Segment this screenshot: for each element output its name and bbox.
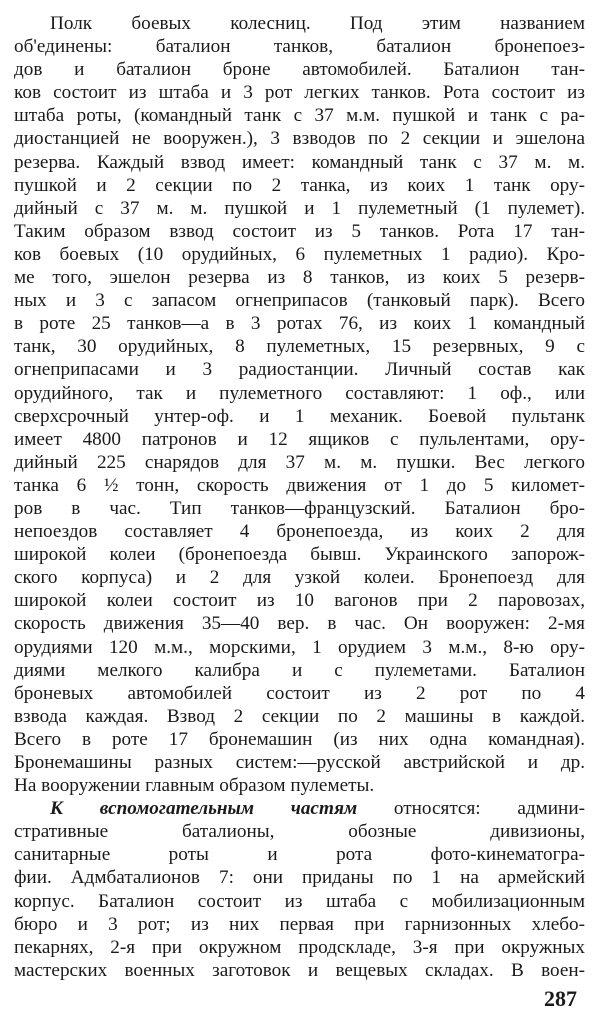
text-line: бюро и 3 рот; из них первая при гарнизонных хлебо- [14, 913, 585, 935]
text-line: танка 6 ½ тонн, скорость движения от 1 до 5 километ- [14, 474, 585, 496]
text-line: дов и баталион броне автомобилей. Баталион тан- [14, 59, 585, 81]
text-line: взвода каждая. Взвод 2 секции по 2 машины в каждой. [14, 705, 585, 727]
text-line: широкой колеи состоит из 10 вагонов при 2 паровозах, [14, 590, 585, 612]
paragraph-2 [14, 797, 585, 982]
text-line: фии. Адмбаталионов 7: они приданы по 1 на армейский [14, 867, 585, 889]
text-line: диями мелкого калибра и с пулеметами. Баталион [14, 659, 585, 681]
text-line: корпус. Баталион состоит из штаба с мобилизационным [14, 890, 585, 912]
text-line: Всего в роте 17 бронемашин (из них одна командная). [14, 728, 585, 750]
text-line: ных и 3 с запасом огнеприпасов (танковый парк). Всего [14, 290, 585, 312]
italic-heading: К вспомогательным частям [50, 798, 358, 820]
text-line: скорость движения 35—40 вер. в час. Он вооружен: 2-мя [14, 613, 585, 635]
text-line: огнеприпасами и 3 радиостанции. Личный состав как [14, 359, 585, 381]
text-line: ского корпуса) и 2 для узкой колеи. Бронепоезд для [14, 567, 585, 589]
paragraph-2-first-line-rest: относятся: админи- [357, 798, 585, 820]
text-line: имеет 4800 патронов и 12 ящиков с пульлентами, ору- [14, 428, 585, 450]
text-line: ров в час. Тип танков—французский. Баталион бро- [14, 497, 585, 519]
text-line: резерва. Каждый взвод имеет: командный танк с 37 м. м. [14, 151, 585, 173]
text-line: стративные баталионы, обозные дивизионы, [14, 821, 585, 843]
text-line: На вооружении главным образом пулеметы. [14, 775, 375, 797]
text-line: Бронемашины разных систем:—русской австрийской и др. [14, 752, 585, 773]
text-line: Таким образом взвод состоит из 5 танков. Рота 17 тан- [14, 220, 585, 242]
text-line: дийный 225 снарядов для 37 м. м. пушки. Вес легкого [14, 451, 585, 473]
paragraph-1 [14, 12, 585, 797]
text-line: мастерских военных заготовок и вещевых складах. В воен- [14, 959, 585, 981]
text-line: непоездов составляет 4 бронепоезда, из коих 2 для [14, 521, 585, 543]
text-line: броневых автомобилей состоит из 2 рот по 4 [14, 682, 585, 704]
paragraph-2-first-line [14, 797, 585, 820]
text-line: в роте 25 танков—а в 3 ротах 76, из коих 1 командный [14, 313, 585, 335]
text-line: Полк боевых колесниц. Под этим названием [50, 13, 585, 34]
page-number: 287 [544, 986, 577, 1011]
text-line: ков состоит из штаба и 3 рот легких танков. Рота состоит из [14, 82, 585, 104]
text-line: диостанцией не вооружен.), 3 взводов по 2 секции и эшелона [14, 128, 585, 150]
body-text [14, 12, 585, 982]
text-line: дийный с 37 м. м. пушкой и 1 пулеметный (1 пулемет). [14, 197, 585, 219]
text-line: ме того, эшелон резерва из 8 танков, из коих 5 резерв- [14, 267, 585, 289]
text-line: сверхсрочный унтер-оф. и 1 механик. Боевой пультанк [14, 405, 585, 427]
text-line: санитарные роты и рота фото-кинематогра- [14, 844, 585, 866]
text-line: пекарнях, 2-я при окружном продскладе, 3-я при окружных [14, 936, 585, 958]
text-line: ков боевых (10 орудийных, 6 пулеметных 1 радио). Кро- [14, 243, 585, 265]
text-line: об'единены: баталион танков, баталион бронепоез- [14, 36, 585, 58]
text-line: пушкой и 2 секции по 2 танка, из коих 1 танк ору- [14, 174, 585, 196]
text-line: орудийного, так и пулеметного составляют: 1 оф., или [14, 382, 585, 404]
text-line: широкой колеи (бронепоезда бывш. Украинского запорож- [14, 544, 585, 566]
text-line: штаба роты, (командный танк с 37 м.м. пушкой и танк с ра- [14, 105, 585, 127]
text-line: орудиями 120 м.м., морскими, 1 орудием 3 м.м., 8-ю ору- [14, 636, 585, 658]
text-line: танк, 30 орудийных, 8 пулеметных, 15 резервных, 9 с [14, 336, 585, 358]
